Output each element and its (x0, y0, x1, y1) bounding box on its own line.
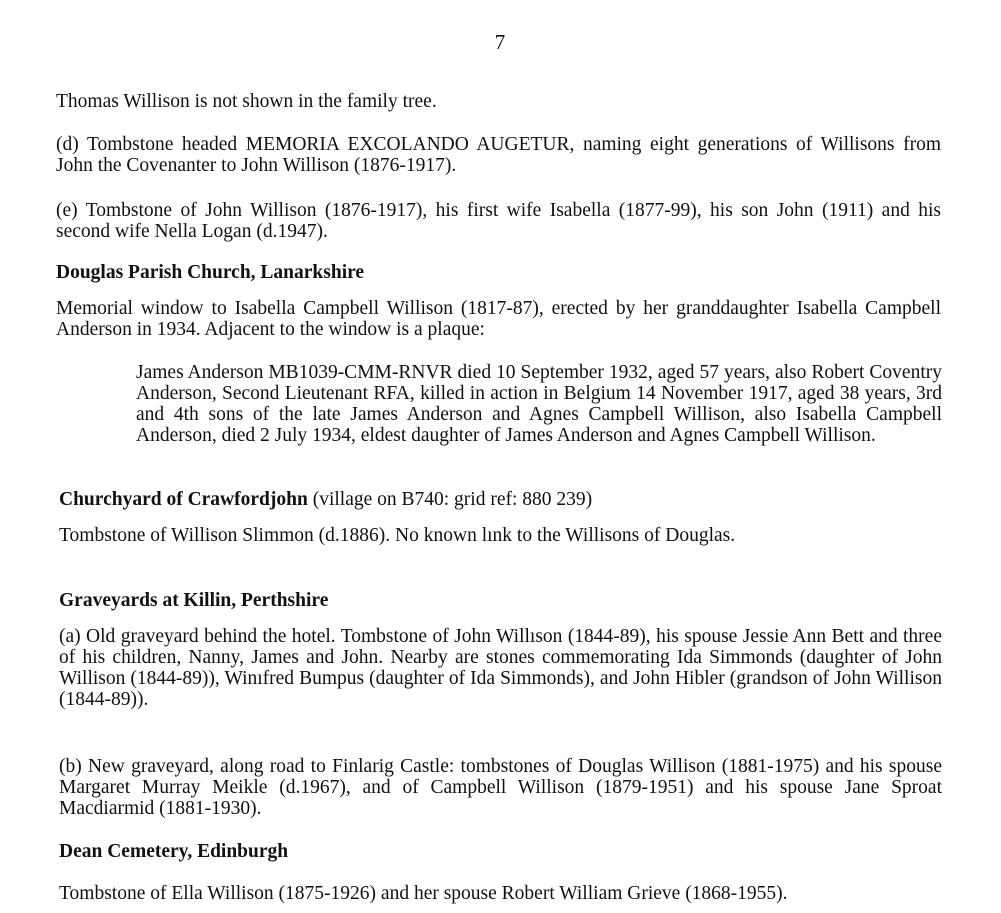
douglas-plaque-quote: James Anderson MB1039-CMM-RNVR died 10 September 1932, aged 57 years, also Robert Coventry Anderson, Second Lieutenant RFA, killed in action in Belgium 14 November 1917, aged 38 years, 3rd and 4th sons of the late James Anderson and Agnes Campbell Willison, also Isabella Campbell Anderson, died 2 July 1934, eldest daughter of James Anderson and Agnes Campbell Willison. (136, 362, 942, 446)
douglas-heading: Douglas Parish Church, Lanarkshire (56, 262, 365, 283)
crawfordjohn-paragraph: Tombstone of Willison Slimmon (d.1886). No known lınk to the Willisons of Douglas. (59, 525, 736, 546)
crawfordjohn-heading-title: Churchyard of Crawfordjohn (59, 489, 308, 510)
killin-item-a-paragraph: (a) Old graveyard behind the hotel. Tombstone of John Willıson (1844-89), his spouse Jessie Ann Bett and three of his children, Nanny, James and John. Nearby are stones commemorating Ida Simmonds (daughter of John Willison (1844-89)), Winıfred Bumpus (daughter of Ida Simmonds), and John Hibler (grandson of John Willison (1844-89)). (59, 626, 942, 710)
intro-paragraph: Thomas Willison is not shown in the family tree. (56, 91, 437, 112)
page-number: 7 (494, 30, 506, 54)
killin-item-b-paragraph: (b) New graveyard, along road to Finlarig Castle: tombstones of Douglas Willison (1881-1975) and his spouse Margaret Murray Meikle (d.1967), and of Campbell Willison (1879-1951) and his spouse Jane Sproat Macdiarmid (1881-1930). (59, 756, 942, 819)
killin-heading: Graveyards at Killin, Perthshire (59, 590, 329, 611)
douglas-paragraph: Memorial window to Isabella Campbell Willison (1817-87), erected by her granddaughter Isabella Campbell Anderson in 1934. Adjacent to the window is a plaque: (56, 298, 941, 340)
dean-heading: Dean Cemetery, Edinburgh (59, 841, 289, 862)
crawfordjohn-heading (59, 489, 592, 511)
item-e-paragraph: (e) Tombstone of John Willison (1876-1917), his first wife Isabella (1877-99), his son John (1911) and his second wife Nella Logan (d.1947). (56, 200, 941, 242)
dean-paragraph: Tombstone of Ella Willison (1875-1926) and her spouse Robert William Grieve (1868-1955). (59, 883, 788, 904)
crawfordjohn-heading-note: (village on B740: grid ref: 880 239) (307, 489, 593, 510)
item-d-paragraph: (d) Tombstone headed MEMORIA EXCOLANDO AUGETUR, naming eight generations of Willisons from John the Covenanter to John Willison (1876-1917). (56, 134, 941, 176)
